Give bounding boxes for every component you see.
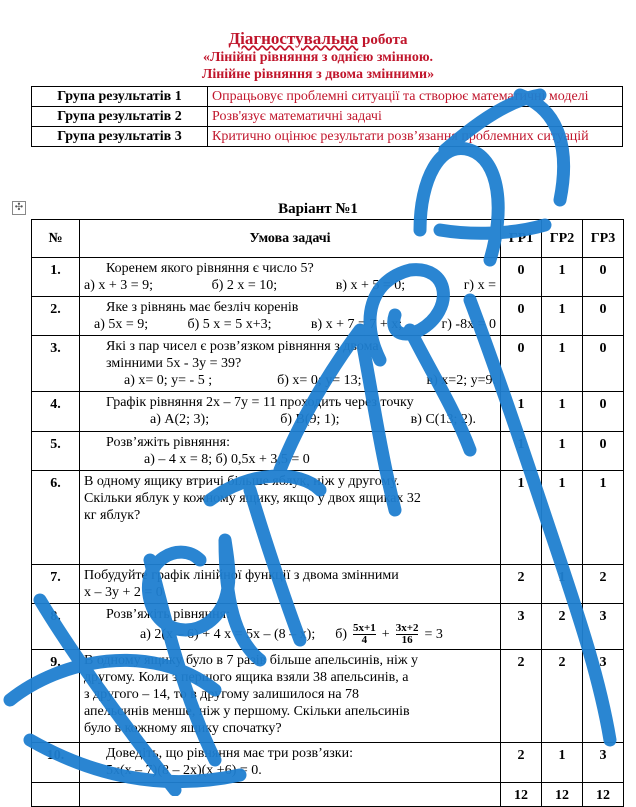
task-options (84, 316, 496, 333)
gr3-score: 3 (583, 604, 624, 650)
gr1-score: 1 (501, 471, 542, 565)
table-row (32, 258, 624, 297)
group-row (32, 127, 623, 147)
task-number: 10. (32, 743, 80, 783)
group-row (32, 107, 623, 127)
task-condition (80, 604, 501, 650)
gr3-score: 0 (583, 432, 624, 471)
table-row (32, 604, 624, 650)
equation-b-label: б) (335, 627, 348, 642)
task-number: 5. (32, 432, 80, 471)
table-row (32, 432, 624, 471)
variant-heading: Варіант №1 (278, 201, 358, 217)
task-text: 5x(x – 7)(8 – 2x)(x +6) = 0. (106, 763, 262, 778)
option: б) x= 0; y= 13; (277, 373, 362, 388)
task-number: 2. (32, 297, 80, 336)
task-text: В одному ящику було в 7 разів більше апельсинів, ніж у (84, 653, 419, 668)
task-condition (80, 471, 501, 565)
group-description: Опрацьовує проблемні ситуації та створює математичні моделі (208, 87, 623, 107)
task-condition (80, 743, 501, 783)
option: в) x + 5 = 0; (335, 278, 406, 293)
option: в) С(13; 2). (410, 412, 476, 427)
table-row (32, 392, 624, 432)
task-text: кг яблук? (84, 508, 141, 523)
task-number: 4. (32, 392, 80, 432)
tasks-header-row (32, 220, 624, 258)
gr2-score: 1 (542, 565, 583, 604)
gr1-score: 2 (501, 743, 542, 783)
option: б) В(9; 1); (280, 412, 340, 427)
group-name: Група результатів 3 (32, 127, 208, 147)
gr2-score: 1 (542, 297, 583, 336)
header-gr2: ГР2 (542, 220, 583, 258)
fraction (353, 623, 376, 646)
table-row (32, 565, 624, 604)
group-name: Група результатів 2 (32, 107, 208, 127)
group-description: Розв'язує математичні задачі (208, 107, 623, 127)
task-text: а) – 4 x = 8; б) 0,5x + 3,5 = 0 (144, 452, 310, 467)
gr3-score: 0 (583, 392, 624, 432)
gr3-score: 1 (583, 471, 624, 565)
task-condition (80, 258, 501, 297)
gr1-score: 1 (501, 432, 542, 471)
gr2-total: 12 (542, 783, 583, 807)
table-row (32, 471, 624, 565)
task-number: 7. (32, 565, 80, 604)
header-condition: Умова задачі (80, 220, 501, 258)
task-text: Скільки яблук у кожному ящику, якщо у двох ящиках 32 (84, 491, 421, 506)
option: в) x=2; y=9. (426, 373, 496, 388)
task-number: 9. (32, 650, 80, 743)
option: г) -8x = 0 (441, 317, 496, 332)
gr3-score: 0 (583, 258, 624, 297)
task-text: Розв’яжіть рівняння: (106, 607, 230, 622)
gr2-score: 1 (542, 392, 583, 432)
title-main-word: Діагностувальна (228, 29, 359, 48)
task-number: 8. (32, 604, 80, 650)
gr1-score: 2 (501, 650, 542, 743)
group-name: Група результатів 1 (32, 87, 208, 107)
task-text: Доведіть, що рівняння має три розв’язки: (106, 746, 353, 761)
group-row (32, 87, 623, 107)
gr2-score: 1 (542, 258, 583, 297)
option: в) x + 7 = 7 + x; (310, 317, 403, 332)
fraction-denominator: 16 (396, 634, 419, 646)
task-number: 6. (32, 471, 80, 565)
header-gr3: ГР3 (583, 220, 624, 258)
gr3-score: 0 (583, 297, 624, 336)
totals-row (32, 783, 624, 807)
title-line-1 (0, 30, 636, 49)
task-text: апельсинів менше, ніж у першому. Скільки апельсинів (84, 704, 410, 719)
table-row (32, 297, 624, 336)
equation-a: а) 2(x – 6) + 4 x = 5x – (8 – x); (140, 627, 316, 642)
gr1-score: 3 (501, 604, 542, 650)
header-gr1: ГР1 (501, 220, 542, 258)
task-text: другому. Коли з першого ящика взяли 38 апельсинів, а (84, 670, 409, 685)
task-text: x – 3y + 2 = 0 (84, 585, 163, 600)
equation-rhs: = 3 (424, 627, 443, 642)
gr3-score: 0 (583, 336, 624, 392)
task-text: змінними 5x - 3y = 39? (106, 356, 242, 371)
gr1-score: 0 (501, 258, 542, 297)
table-row (32, 650, 624, 743)
task-condition (80, 565, 501, 604)
table-move-handle-icon[interactable]: ✣ (12, 201, 26, 215)
option: б) 2 x = 10; (211, 278, 278, 293)
gr3-score: 2 (583, 565, 624, 604)
option: а) x + 3 = 9; (84, 278, 154, 293)
task-number: 1. (32, 258, 80, 297)
task-text: з другого – 14, то в другому залишилося на 78 (84, 687, 360, 702)
task-text: Коренем якого рівняння є число 5? (106, 261, 314, 276)
task-text: було в кожному ящику спочатку? (84, 721, 282, 736)
plus-sign: + (381, 627, 390, 642)
fraction-denominator: 4 (353, 634, 376, 646)
table-row (32, 336, 624, 392)
task-options (84, 372, 496, 389)
gr2-score: 1 (542, 432, 583, 471)
document-title (0, 30, 636, 83)
gr1-score: 2 (501, 565, 542, 604)
task-text: Розв’яжіть рівняння: (106, 435, 230, 450)
title-word-robota: робота (358, 32, 408, 48)
task-equations (84, 623, 496, 646)
totals-empty-cell (32, 783, 80, 807)
results-groups-table (31, 86, 623, 147)
task-condition (80, 392, 501, 432)
task-condition (80, 336, 501, 392)
gr2-score: 2 (542, 604, 583, 650)
tasks-table (31, 219, 624, 807)
task-text: Графік рівняння 2x – 7y = 11 проходить через точку (106, 395, 414, 410)
table-row (32, 743, 624, 783)
task-text: Побудуйте графік лінійної функції з двома змінними (84, 568, 399, 583)
totals-empty-cell (80, 783, 501, 807)
option: а) x= 0; y= - 5 ; (124, 373, 213, 388)
gr2-score: 1 (542, 471, 583, 565)
gr1-score: 0 (501, 297, 542, 336)
fraction-numerator: 5x+1 (353, 622, 376, 634)
task-options (84, 411, 496, 428)
option: а) 5x = 9; (94, 317, 149, 332)
gr3-total: 12 (583, 783, 624, 807)
task-text: В одному ящику втричі більше яблук, ніж у другому. (84, 474, 400, 489)
option: а) А(2; 3); (150, 412, 210, 427)
gr3-score: 3 (583, 650, 624, 743)
group-description: Критично оцінює результати розв’язання проблемних ситуацій (208, 127, 623, 147)
gr1-score: 0 (501, 336, 542, 392)
header-num: № (32, 220, 80, 258)
option: г) x = (463, 278, 496, 293)
task-number: 3. (32, 336, 80, 392)
fraction (396, 623, 419, 646)
task-condition (80, 432, 501, 471)
option: б) 5 x = 5 x+3; (187, 317, 272, 332)
gr1-score: 1 (501, 392, 542, 432)
title-line-3: Лінійне рівняння з двома змінними» (201, 67, 435, 82)
gr2-score: 1 (542, 336, 583, 392)
task-text: Яке з рівнянь має безліч коренів (106, 300, 299, 315)
gr2-score: 2 (542, 650, 583, 743)
gr1-total: 12 (501, 783, 542, 807)
task-condition (80, 297, 501, 336)
task-text: Які з пар чисел є розв’язком рівняння з двома (106, 339, 379, 354)
fraction-numerator: 3x+2 (395, 622, 419, 634)
title-line-2: «Лінійні рівняння з однією змінною. (202, 50, 434, 65)
gr3-score: 3 (583, 743, 624, 783)
gr2-score: 1 (542, 743, 583, 783)
task-condition (80, 650, 501, 743)
task-options (84, 277, 496, 294)
